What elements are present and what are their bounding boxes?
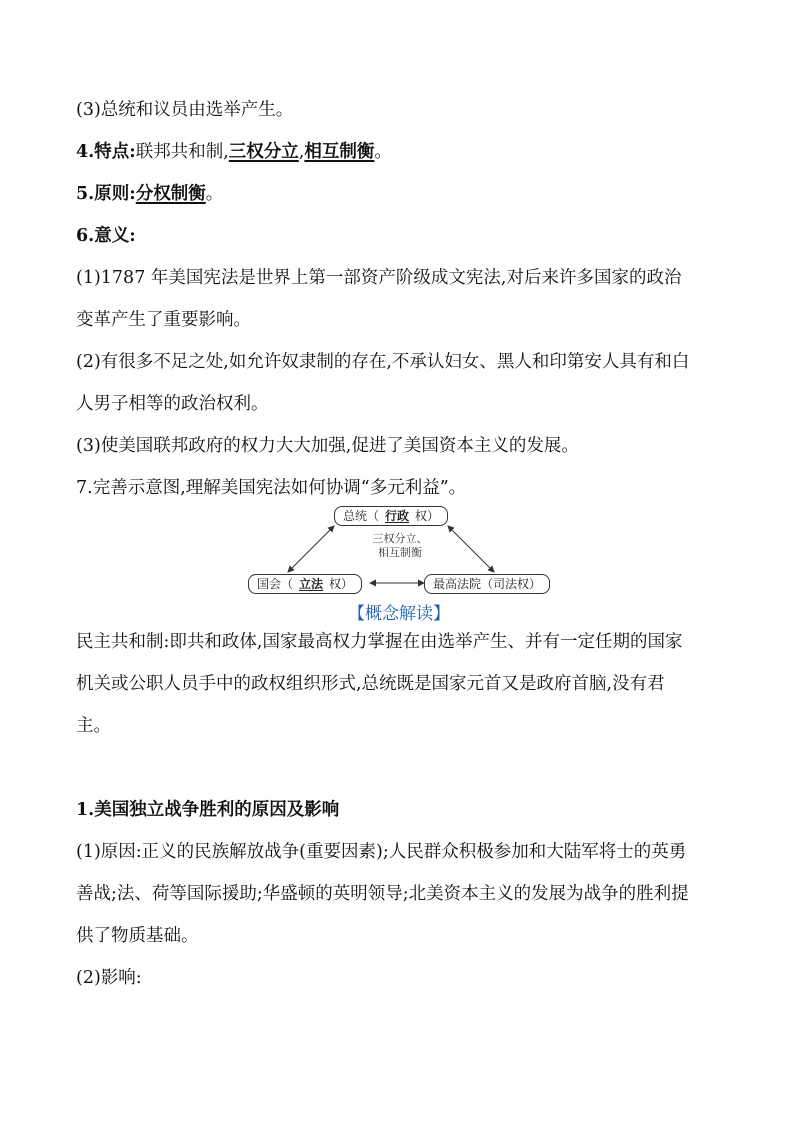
principle-period: 。 (205, 184, 224, 204)
president-suffix: 权） (415, 509, 440, 523)
text-line: (2)有很多不足之处,如允许奴隶制的存在,不承认妇女、黑人和印第安人具有和白 (76, 352, 690, 372)
features-line (76, 142, 722, 162)
concept-title: 【概念解读】 (348, 604, 450, 624)
text-line: 机关或公职人员手中的政权组织形式,总统既是国家元首又是政府首脑,没有君 (76, 674, 665, 694)
court-box (424, 574, 550, 594)
text-line: 善战;法、荷等国际援助;华盛顿的英明领导;北美资本主义的发展为战争的胜利提 (76, 884, 689, 904)
text-line: 人男子相等的政治权利。 (76, 394, 269, 414)
document-body (76, 100, 722, 988)
section-heading: 1.美国独立战争胜利的原因及影响 (76, 800, 340, 820)
features-period: 。 (374, 142, 392, 162)
text-line: 7.完善示意图,理解美国宪法如何协调“多元利益”。 (76, 478, 467, 498)
court-label: 最高法院（司法权） (433, 577, 542, 591)
arrow-top-left (288, 526, 334, 572)
president-answer: 行政 (385, 509, 410, 523)
text-line: (3)总统和议员由选举产生。 (76, 100, 294, 120)
text-line: 主。 (76, 716, 111, 736)
text-line: (3)使美国联邦政府的权力大大加强,促进了美国资本主义的发展。 (76, 436, 579, 456)
features-comma: , (298, 142, 305, 162)
text-line: 变革产生了重要影响。 (76, 310, 251, 330)
principle-line (76, 184, 722, 204)
text-line: (1)1787 年美国宪法是世界上第一部资产阶级成文宪法,对后来许多国家的政治 (76, 268, 682, 288)
features-answer-1: 三权分立 (228, 142, 299, 162)
congress-label: 国会（ (257, 577, 294, 591)
text-line: (2)影响: (76, 968, 142, 988)
features-label: 4.特点: (76, 142, 136, 162)
principle-label: 5.原则: (76, 184, 136, 204)
congress-answer: 立法 (299, 577, 324, 591)
text-line: 供了物质基础。 (76, 926, 199, 946)
features-text: 联邦共和制, (135, 142, 229, 162)
features-answer-2: 相互制衡 (304, 142, 375, 162)
president-box (334, 506, 448, 526)
center-note-line-1: 三权分立、 (372, 532, 428, 545)
congress-box (248, 574, 362, 594)
constitution-diagram (76, 506, 722, 598)
text-line: (1)原因:正义的民族解放战争(重要因素);人民群众积极参加和大陆军将士的英勇 (76, 842, 687, 862)
president-label: 总统（ (343, 509, 380, 523)
text-line: 民主共和制:即共和政体,国家最高权力掌握在由选举产生、并有一定任期的国家 (76, 632, 683, 652)
principle-answer: 分权制衡 (135, 184, 206, 204)
congress-suffix: 权） (329, 577, 354, 591)
arrow-top-right (448, 526, 494, 572)
center-note (360, 532, 440, 560)
center-note-line-2: 相互制衡 (378, 546, 422, 559)
significance-heading: 6.意义: (76, 226, 136, 246)
